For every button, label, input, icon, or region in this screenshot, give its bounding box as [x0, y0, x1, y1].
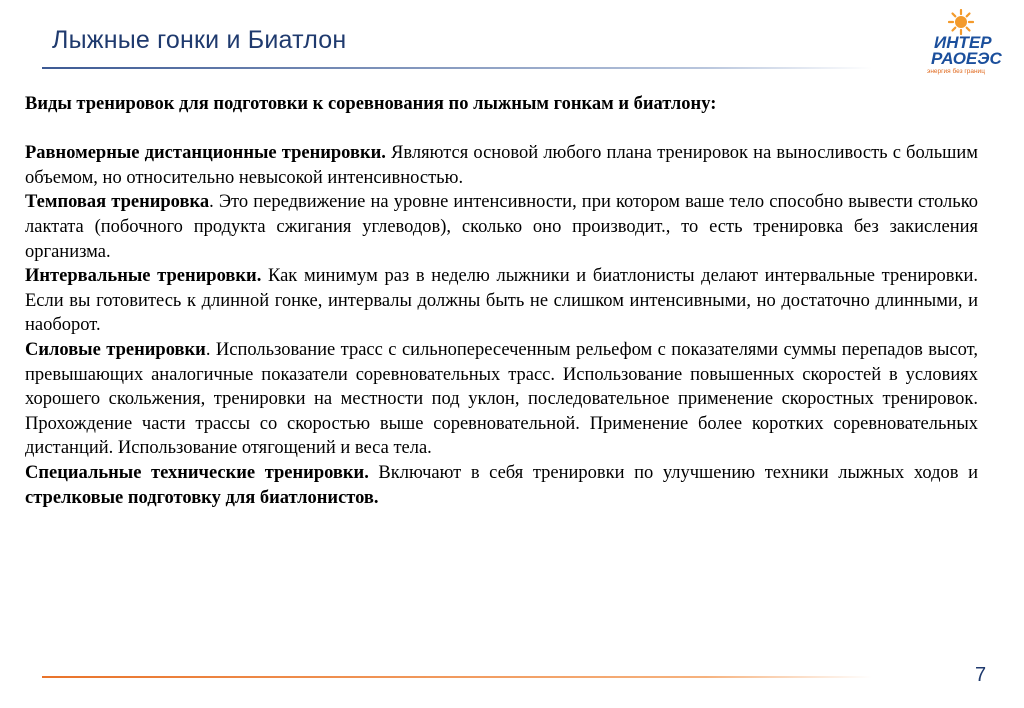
paragraph-tail: стрелковые подготовку для биатлонистов.	[25, 487, 379, 508]
paragraph-lead: Силовые тренировки	[25, 339, 206, 360]
paragraph-lead: Равномерные дистанционные тренировки.	[25, 143, 386, 164]
paragraph-text: Включают в себя тренировки по улучшению техники лыжных ходов и	[368, 462, 978, 483]
paragraph-tempo	[25, 190, 978, 264]
logo-tagline: энергия без границ	[927, 68, 985, 75]
paragraph-text: Являются основой любого плана тренировок на выносливость с большим объемом, но относительно невысокой интенсивностью.	[25, 143, 978, 188]
paragraph-lead: Специальные технические тренировки.	[25, 462, 369, 483]
paragraph-text: Как минимум раз в неделю лыжники и биатлонисты делают интервальные тренировки. Если вы готовитесь к длинной гонке, интервалы должны быть не слишком интенсивными, но достаточно длинными, и наоборот.	[25, 266, 978, 336]
page-title: Лыжные гонки и Биатлон	[52, 26, 347, 54]
logo-text-line1: ИНТЕР	[934, 33, 992, 52]
paragraph-interval	[25, 264, 978, 338]
paragraph-text: . Использование трасс с сильнопересеченным рельефом с показателями суммы перепадов высот, превышающих аналогичные показатели соревновательных трасс. Использование повышенных скоростей в условиях хорошего скольжения, тренировки на местности под уклон, последовательное применение скоростных тренировок. Прохождение части трассы со скоростью выше соревновательной. Применение более коротких соревновательных дистанций. Использование отягощений и веса тела.	[25, 339, 978, 459]
page-number: 7	[975, 664, 987, 686]
sun-icon	[948, 9, 974, 35]
header-divider	[42, 67, 872, 69]
paragraph-text: . Это передвижение на уровне интенсивности, при котором ваше тело способно вывести столько лактата (побочного продукта сжигания углеводов), сколько оно производит., то есть тренировка без закисления организма.	[25, 192, 978, 262]
slide-content	[25, 92, 978, 510]
paragraph-lead: Темповая тренировка	[25, 192, 210, 213]
content-heading: Виды тренировок для подготовки к соревнования по лыжным гонкам и биатлону:	[25, 94, 717, 114]
paragraph-strength	[25, 338, 978, 461]
paragraph-lead: Интервальные тренировки.	[25, 266, 262, 287]
company-logo	[924, 6, 1004, 76]
footer-divider	[42, 676, 872, 678]
logo-text-line2: РАОЕЭС	[931, 49, 1002, 68]
paragraph-technical	[25, 461, 978, 510]
paragraph-uniform	[25, 141, 978, 190]
